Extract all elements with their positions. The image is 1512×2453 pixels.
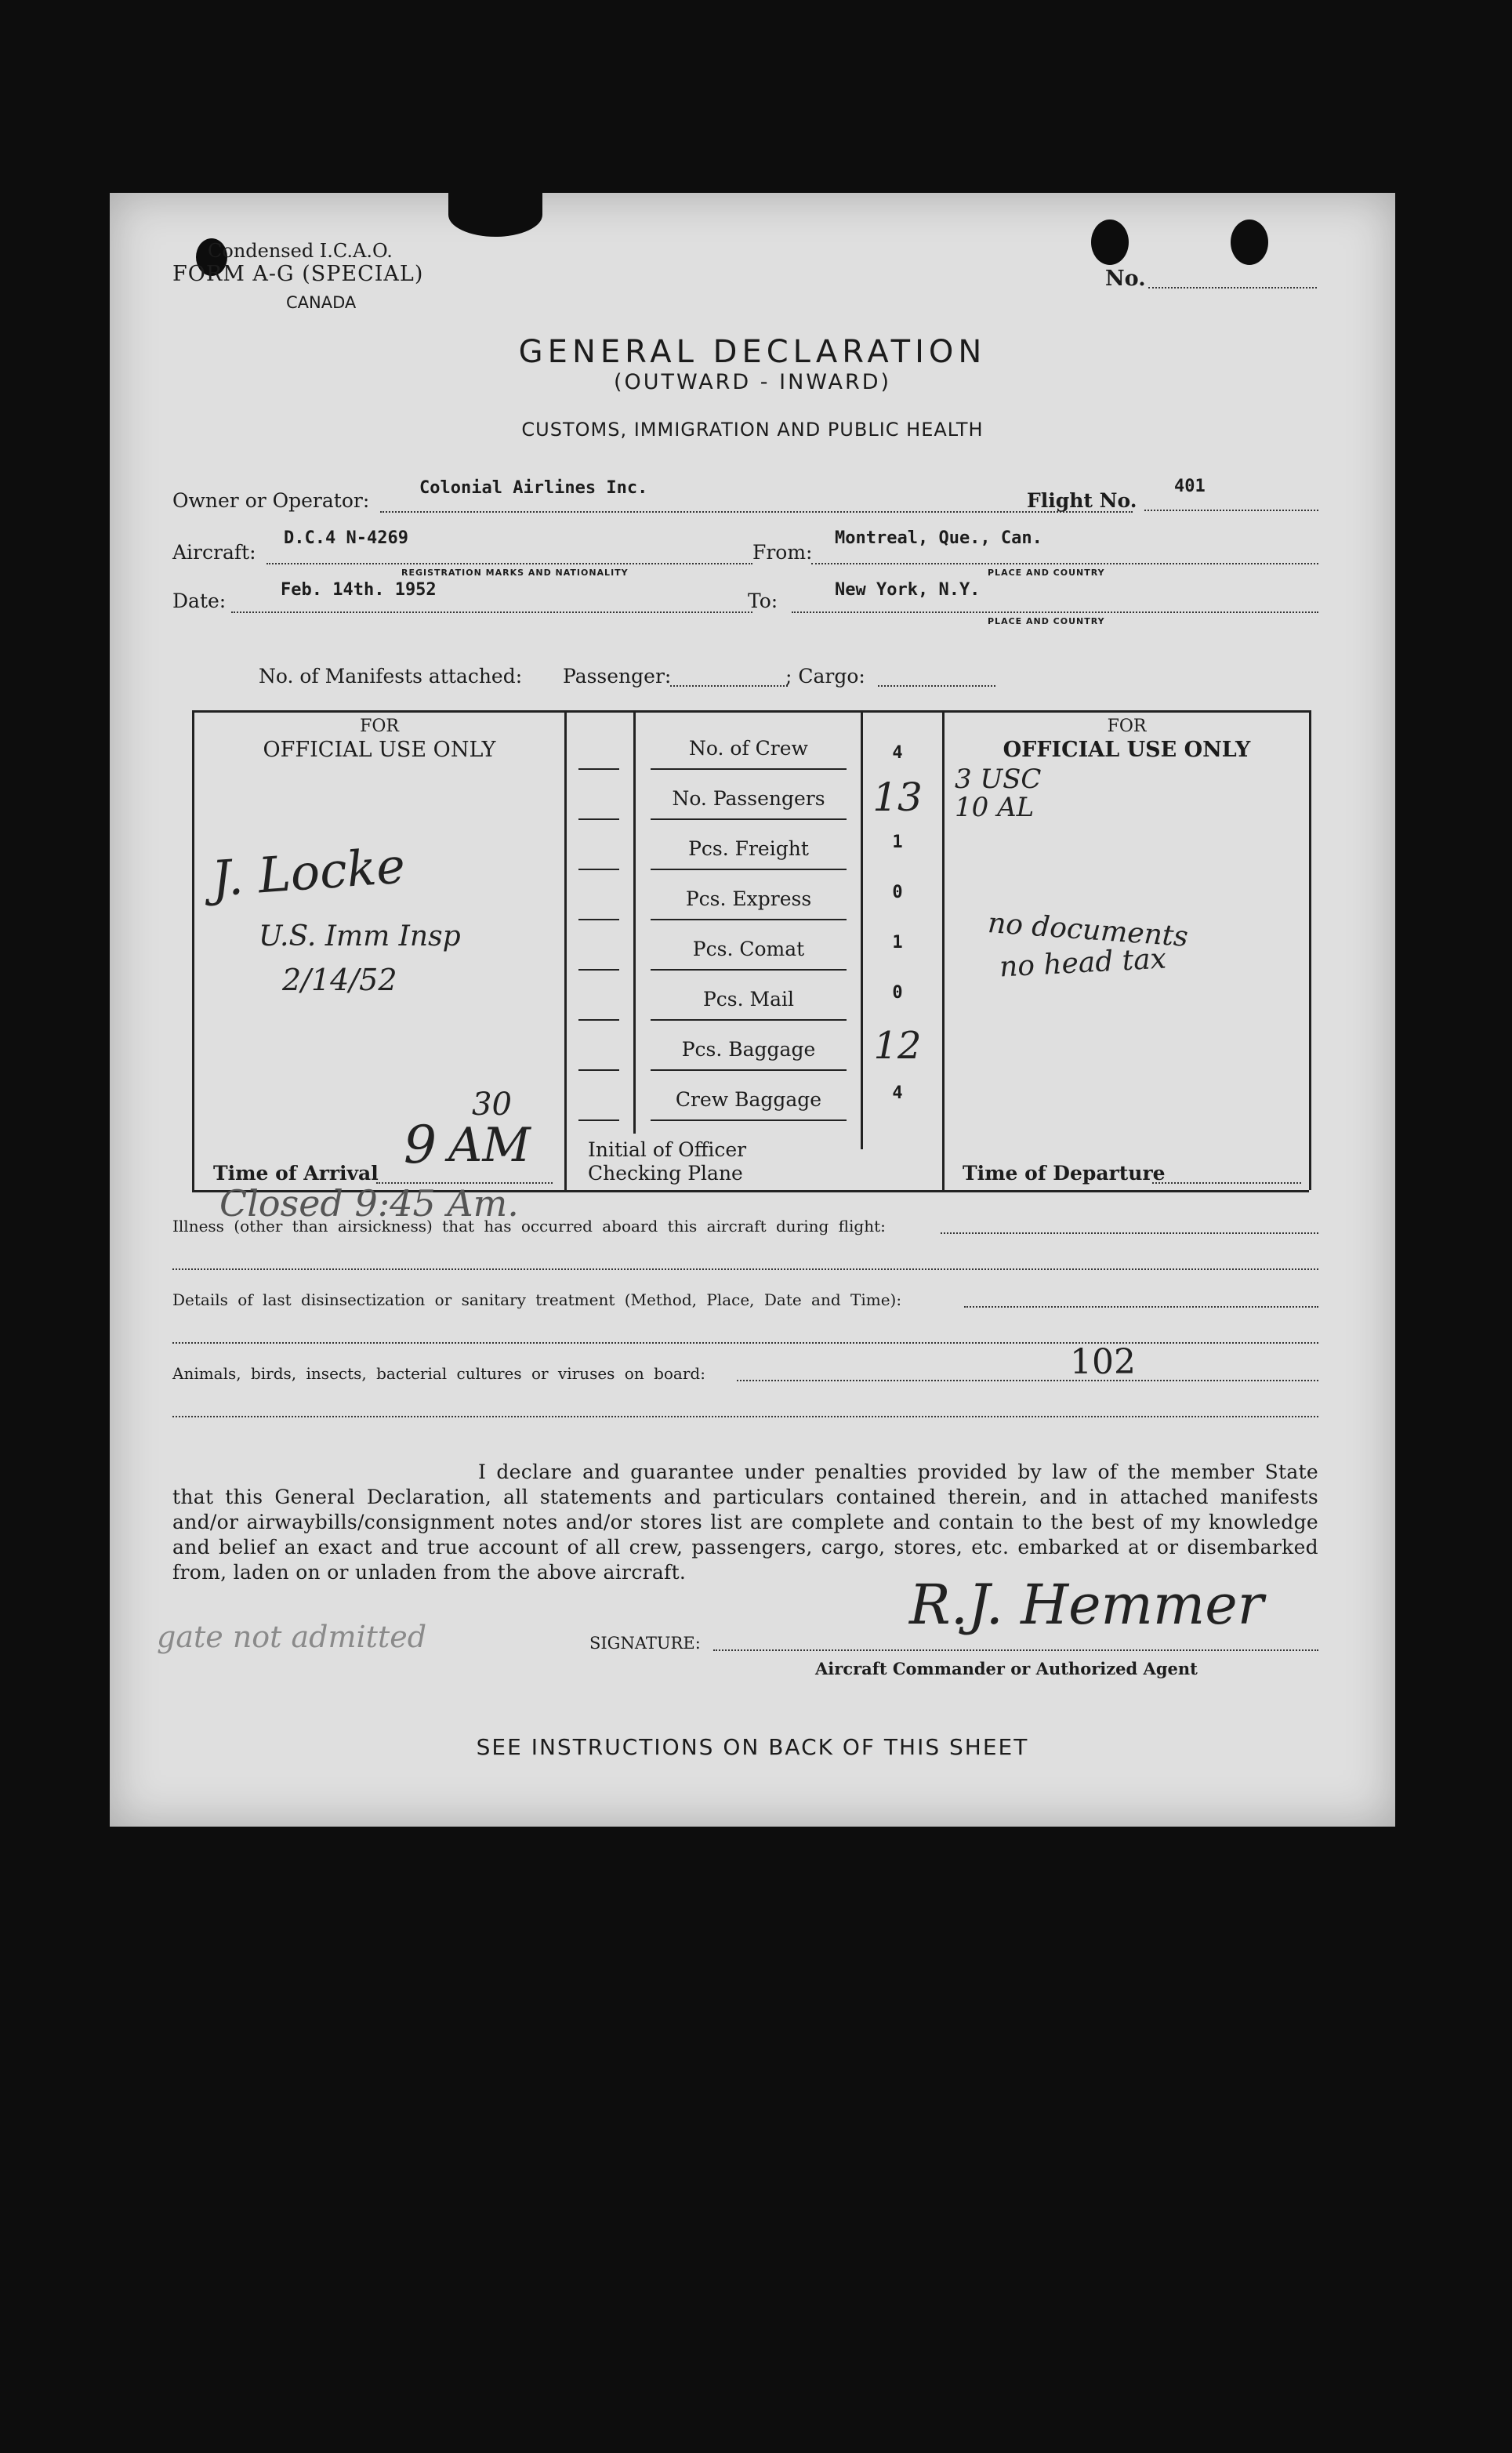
row-value: 4: [892, 743, 903, 763]
row-separator: [651, 969, 847, 971]
row-label: Crew Baggage: [675, 1088, 822, 1111]
from-value: Montreal, Que., Can.: [835, 528, 1042, 548]
row-label: Pcs. Mail: [702, 988, 795, 1011]
disinsect-label: Details of last disinsectization or sanitary treatment (Method, Place, Date and Time):: [172, 1290, 902, 1309]
document-sheet: [110, 193, 1395, 1827]
table-top-border: [192, 710, 1309, 713]
form-line-3: CANADA: [286, 293, 357, 312]
pax-note-2: 10 AL: [955, 792, 1035, 823]
table-divider-4: [942, 710, 945, 1190]
owner-label: Owner or Operator:: [172, 489, 370, 512]
initials-line: [578, 818, 619, 820]
row-separator: [651, 1019, 847, 1021]
inspector-title: U.S. Imm Insp: [259, 920, 461, 953]
passenger-label: Passenger:: [563, 665, 672, 688]
row-label: Pcs. Comat: [692, 938, 805, 960]
flight-line: [1144, 510, 1318, 511]
row-value: 1: [892, 833, 903, 852]
table-left-border: [192, 710, 194, 1190]
row-separator: [651, 869, 847, 870]
aircraft-value: D.C.4 N-4269: [284, 528, 408, 548]
cargo-label: ; Cargo:: [785, 665, 865, 688]
row-separator: [651, 1069, 847, 1071]
flight-value: 401: [1174, 477, 1206, 496]
row-label: Pcs. Baggage: [681, 1038, 816, 1061]
owner-line: [380, 511, 1133, 513]
to-label: To:: [748, 590, 778, 612]
departure-line: [1152, 1182, 1301, 1184]
row-value: 13: [872, 775, 923, 820]
from-line: [811, 563, 1318, 564]
initials-line: [578, 919, 619, 920]
closed-note: Closed 9:45 Am.: [219, 1182, 519, 1225]
table-divider-1: [564, 710, 567, 1190]
arrival-label: Time of Arrival: [213, 1162, 379, 1185]
number-102: 102: [1070, 1342, 1136, 1382]
from-label: From:: [752, 541, 813, 564]
row-value: 0: [892, 883, 903, 902]
official-right-line1: FOR: [1107, 717, 1147, 736]
to-caption: PLACE AND COUNTRY: [988, 616, 1105, 626]
owner-value: Colonial Airlines Inc.: [419, 478, 648, 498]
initials-line: [578, 969, 619, 971]
punch-hole-right-2: [1231, 220, 1268, 265]
date-line: [231, 611, 752, 613]
signature-caption: Aircraft Commander or Authorized Agent: [815, 1659, 1198, 1678]
official-left-line2: OFFICIAL USE ONLY: [263, 738, 496, 762]
initial-officer-line2: Checking Plane: [588, 1162, 743, 1185]
arrival-time-minutes: 30: [472, 1087, 512, 1123]
punch-hole-right-1: [1091, 220, 1129, 265]
row-label: No. of Crew: [689, 737, 808, 760]
arrival-time-hour: 9: [404, 1115, 437, 1175]
instructions-footer: SEE INSTRUCTIONS ON BACK OF THIS SHEET: [476, 1734, 1029, 1760]
cargo-line: [878, 685, 995, 687]
initials-line: [578, 1019, 619, 1021]
passenger-line: [670, 685, 788, 687]
main-title: GENERAL DECLARATION: [518, 334, 987, 370]
initials-line: [578, 768, 619, 770]
no-label: No.: [1105, 267, 1146, 291]
row-separator: [651, 919, 847, 920]
inspector-date: 2/14/52: [282, 963, 397, 997]
table-divider-3: [861, 710, 863, 1149]
row-label: Pcs. Express: [685, 887, 812, 910]
signature-label: SIGNATURE:: [589, 1634, 701, 1653]
row-value: 12: [873, 1024, 922, 1068]
row-value: 1: [892, 933, 903, 953]
aircraft-caption: REGISTRATION MARKS AND NATIONALITY: [401, 568, 629, 578]
arrival-ampm: AM: [448, 1118, 531, 1173]
disinsect-line: [964, 1306, 1318, 1308]
row-separator: [651, 768, 847, 770]
row-separator: [651, 818, 847, 820]
date-label: Date:: [172, 590, 227, 612]
row-separator: [651, 1119, 847, 1121]
initial-officer-line1: Initial of Officer: [588, 1138, 747, 1161]
form-line-2: FORM A-G (SPECIAL): [172, 262, 424, 286]
sub-title: (OUTWARD - INWARD): [613, 370, 892, 394]
from-caption: PLACE AND COUNTRY: [988, 568, 1105, 578]
illness-line: [941, 1232, 1318, 1234]
initials-line: [578, 869, 619, 870]
animals-line: [737, 1380, 1318, 1381]
pax-note-1: 3 USC: [955, 764, 1042, 795]
to-value: New York, N.Y.: [835, 580, 981, 600]
animals-label: Animals, birds, insects, bacterial cultures or viruses on board:: [172, 1364, 705, 1383]
manifests-label: No. of Manifests attached:: [259, 665, 523, 688]
disinsect-line-2: [172, 1342, 1318, 1344]
row-label: No. Passengers: [672, 787, 825, 810]
row-value: 4: [892, 1083, 903, 1103]
table-right-border: [1309, 710, 1311, 1190]
initials-line: [578, 1069, 619, 1071]
date-value: Feb. 14th. 1952: [281, 580, 437, 600]
animals-line-2: [172, 1416, 1318, 1417]
no-line: [1148, 287, 1317, 288]
aircraft-line: [267, 563, 752, 564]
form-line-1: Condensed I.C.A.O.: [208, 240, 393, 262]
docs-note-1: no documents: [986, 907, 1190, 953]
official-left-line1: FOR: [360, 717, 399, 736]
table-divider-2: [633, 710, 636, 1134]
docs-note-2: no head tax: [999, 942, 1167, 984]
initials-line: [578, 1119, 619, 1121]
official-right-line2: OFFICIAL USE ONLY: [1003, 738, 1251, 762]
row-value: 0: [892, 983, 903, 1003]
bottom-left-note: gate not admitted: [157, 1620, 427, 1654]
illness-line-2: [172, 1268, 1318, 1270]
to-line: [792, 611, 1318, 613]
punch-hole-top-tear: [448, 193, 542, 237]
departure-label: Time of Departure: [963, 1162, 1166, 1185]
aircraft-label: Aircraft:: [172, 541, 256, 564]
signature-line: [713, 1649, 1318, 1651]
row-label: Pcs. Freight: [688, 837, 809, 860]
inspector-signature: J. Locke: [209, 836, 408, 908]
flight-label: Flight No.: [1027, 489, 1137, 512]
illness-label: Illness (other than airsickness) that has occurred aboard this aircraft during flight:: [172, 1217, 886, 1236]
declaration-text: I declare and guarantee under penalties provided by law of the member State that this General Declaration, all statements and particulars contained therein, and in attached manifests and/or airwaybills/consignment notes and/or stores list are complete and contain to the best of my knowledge and belief an exact and true account of all crew, passengers, cargo, stores, etc. embarked at or disembarked from, laden on or unladen from the above aircraft.: [172, 1461, 1318, 1584]
commander-signature: R.J. Hemmer: [909, 1573, 1264, 1637]
dept-title: CUSTOMS, IMMIGRATION AND PUBLIC HEALTH: [521, 419, 984, 441]
